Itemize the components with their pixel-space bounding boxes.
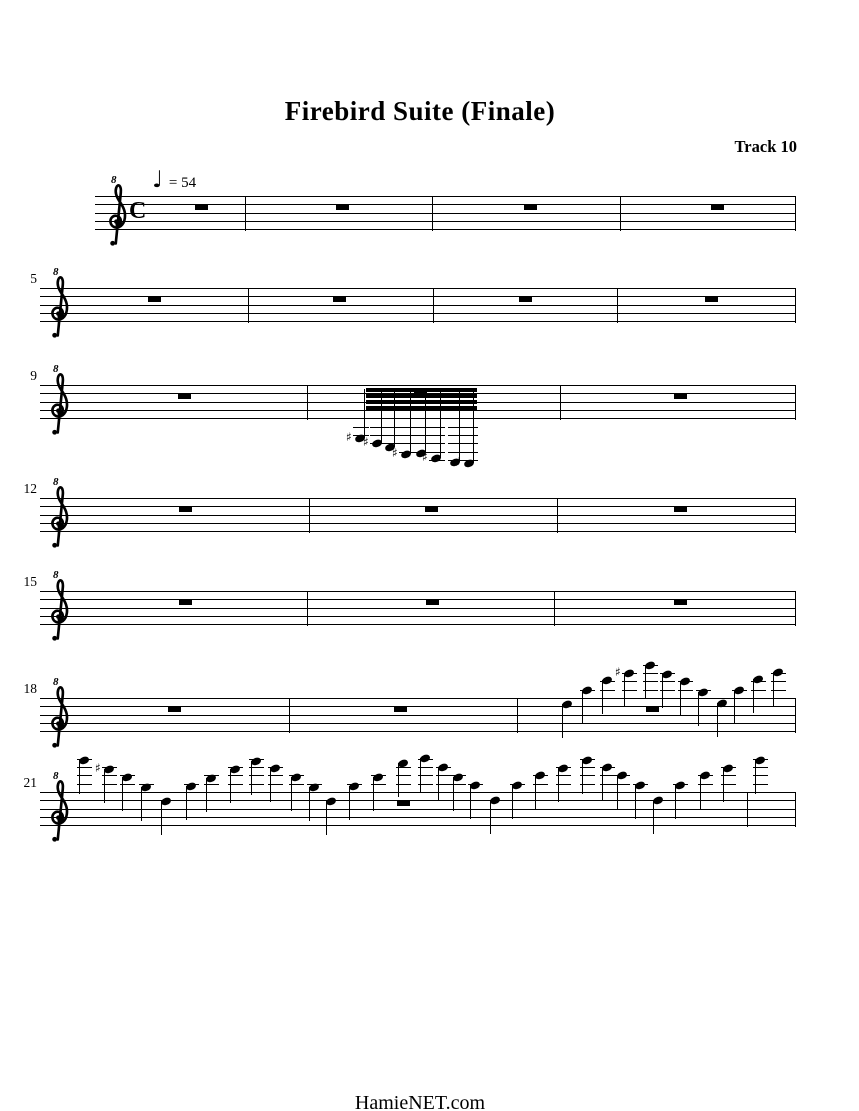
sharp-icon: ♯ xyxy=(455,455,461,469)
notehead xyxy=(185,781,196,790)
staff-line xyxy=(40,498,796,499)
notehead xyxy=(160,796,171,805)
barline xyxy=(433,288,434,323)
whole-rest xyxy=(674,394,687,400)
note-stem xyxy=(470,785,472,819)
barline xyxy=(795,591,796,626)
notehead xyxy=(601,762,612,771)
note-stem xyxy=(624,673,626,707)
barline xyxy=(795,792,796,827)
ledger-line xyxy=(414,443,430,444)
staff-line xyxy=(40,731,796,732)
whole-rest xyxy=(524,205,537,211)
whole-rest xyxy=(195,205,208,211)
notehead xyxy=(348,781,359,790)
barline xyxy=(554,591,555,626)
note-stem xyxy=(309,787,311,821)
notehead xyxy=(78,755,89,764)
barline xyxy=(517,698,518,733)
whole-rest xyxy=(179,507,192,513)
staff-line xyxy=(40,591,796,592)
whole-rest xyxy=(674,600,687,606)
whole-rest xyxy=(168,707,181,713)
notehead xyxy=(697,687,708,696)
notehead xyxy=(437,762,448,771)
ledger-line xyxy=(383,427,399,428)
ledger-line xyxy=(462,452,478,453)
staff-line xyxy=(95,196,796,197)
note-stem xyxy=(680,681,682,715)
octave-8-mark: 8 xyxy=(53,569,59,581)
sharp-icon: ♯ xyxy=(346,430,352,444)
note-stem xyxy=(364,389,366,438)
barline xyxy=(289,698,290,733)
ledger-line xyxy=(429,435,445,436)
notehead xyxy=(674,780,685,789)
staff-line xyxy=(95,221,796,222)
notehead xyxy=(511,780,522,789)
staff-line xyxy=(40,825,796,826)
barline xyxy=(309,498,310,533)
notehead xyxy=(430,453,441,462)
note-stem xyxy=(734,690,736,724)
staff-line xyxy=(40,305,796,306)
note-stem xyxy=(602,767,604,801)
notehead xyxy=(652,795,663,804)
note-stem xyxy=(653,800,655,834)
notehead xyxy=(250,756,261,765)
staff-line xyxy=(40,410,796,411)
note-stem xyxy=(582,760,584,794)
note-stem xyxy=(535,775,537,809)
staff-line xyxy=(40,698,796,699)
staff-line xyxy=(40,523,796,524)
whole-rest xyxy=(705,297,718,303)
barline xyxy=(307,591,308,626)
note-stem xyxy=(161,801,163,835)
whole-rest xyxy=(711,205,724,211)
barline xyxy=(560,385,561,420)
ledger-line xyxy=(383,435,399,436)
measure-number: 21 xyxy=(23,775,37,790)
note-stem xyxy=(773,672,775,706)
whole-rest xyxy=(394,707,407,713)
barline xyxy=(248,288,249,323)
note-stem xyxy=(723,768,725,802)
staff-line xyxy=(40,624,796,625)
barline xyxy=(617,288,618,323)
staff-line xyxy=(40,608,796,609)
staff-line xyxy=(40,809,796,810)
treble-clef-icon xyxy=(46,778,70,845)
notehead xyxy=(325,796,336,805)
treble-clef-icon xyxy=(46,684,70,751)
notehead xyxy=(634,780,645,789)
staff-line xyxy=(40,706,796,707)
notehead xyxy=(754,755,765,764)
notehead xyxy=(679,676,690,685)
note-stem xyxy=(230,769,232,803)
notehead xyxy=(644,660,655,669)
notehead xyxy=(699,770,710,779)
ledger-line xyxy=(399,435,415,436)
staff-line xyxy=(40,288,796,289)
notehead xyxy=(469,780,480,789)
staff-line xyxy=(95,229,796,230)
staff-line xyxy=(40,616,796,617)
whole-rest xyxy=(674,507,687,513)
notehead xyxy=(581,755,592,764)
treble-clef-icon xyxy=(46,577,70,644)
staff-line xyxy=(40,792,796,793)
staff-line xyxy=(40,715,796,716)
half-rest xyxy=(646,707,659,713)
barline xyxy=(795,698,796,733)
notehead xyxy=(452,772,463,781)
ledger-line xyxy=(353,427,369,428)
whole-rest xyxy=(179,600,192,606)
note-stem xyxy=(438,767,440,801)
notehead xyxy=(557,763,568,772)
sharp-icon: ♯ xyxy=(615,665,621,679)
staff-line xyxy=(40,817,796,818)
whole-rest xyxy=(333,297,346,303)
barline xyxy=(795,385,796,420)
notehead xyxy=(489,795,500,804)
ledger-line xyxy=(429,452,445,453)
treble-clef-icon xyxy=(46,371,70,438)
half-rest xyxy=(397,801,410,807)
quarter-note-icon: ♩ xyxy=(152,167,163,193)
staff-line xyxy=(40,321,796,322)
sharp-icon: ♯ xyxy=(363,435,369,449)
note-stem xyxy=(645,665,647,699)
octave-8-mark: 8 xyxy=(53,770,59,782)
notehead xyxy=(623,668,634,677)
note-stem xyxy=(326,801,328,835)
notehead xyxy=(616,770,627,779)
ledger-line xyxy=(414,427,430,428)
note-stem xyxy=(206,778,208,812)
ledger-line xyxy=(399,427,415,428)
note-stem xyxy=(79,760,81,794)
tempo-value: = 54 xyxy=(168,175,197,191)
page-title: Firebird Suite (Finale) xyxy=(284,96,556,126)
note-stem xyxy=(582,690,584,724)
note-stem xyxy=(398,763,400,797)
treble-clef-icon xyxy=(46,274,70,341)
measure-number: 12 xyxy=(23,481,37,496)
note-stem xyxy=(717,703,719,737)
staff-line xyxy=(40,385,796,386)
note-stem xyxy=(420,758,422,792)
notehead xyxy=(121,772,132,781)
note-stem xyxy=(141,787,143,821)
note-stem xyxy=(373,777,375,811)
staff-line xyxy=(40,800,796,801)
note-stem xyxy=(251,761,253,795)
barline xyxy=(795,288,796,323)
note-stem xyxy=(753,679,755,713)
ledger-line xyxy=(429,443,445,444)
treble-clef-icon xyxy=(46,484,70,551)
sharp-icon: ♯ xyxy=(95,761,101,775)
track-label: Track 10 xyxy=(734,137,797,156)
notehead xyxy=(290,772,301,781)
note-stem xyxy=(700,775,702,809)
whole-rest xyxy=(336,205,349,211)
note-stem xyxy=(662,674,664,708)
note-stem xyxy=(349,786,351,820)
ledger-line xyxy=(462,443,478,444)
notehead xyxy=(661,669,672,678)
notehead xyxy=(534,770,545,779)
whole-rest xyxy=(425,507,438,513)
barline xyxy=(557,498,558,533)
notehead xyxy=(229,764,240,773)
barline xyxy=(307,385,308,420)
note-stem xyxy=(394,389,396,447)
octave-8-mark: 8 xyxy=(53,676,59,688)
whole-rest xyxy=(178,394,191,400)
octave-8-mark: 8 xyxy=(53,363,59,375)
staff-line xyxy=(40,515,796,516)
notehead xyxy=(419,753,430,762)
measure-number: 5 xyxy=(30,271,37,286)
notehead xyxy=(601,675,612,684)
octave-8-mark: 8 xyxy=(53,266,59,278)
ledger-line xyxy=(462,435,478,436)
note-stem xyxy=(635,785,637,819)
note-stem xyxy=(453,777,455,811)
ledger-line xyxy=(399,443,415,444)
notehead xyxy=(269,763,280,772)
notehead xyxy=(371,438,382,447)
notehead xyxy=(581,685,592,694)
barline xyxy=(245,196,246,231)
staff-line xyxy=(40,418,796,419)
treble-clef-icon xyxy=(104,182,128,249)
sharp-icon: ♯ xyxy=(392,446,398,460)
ledger-line xyxy=(462,427,478,428)
notehead xyxy=(372,772,383,781)
staff-line xyxy=(40,313,796,314)
note-stem xyxy=(104,769,106,803)
note-stem xyxy=(617,775,619,809)
ledger-line xyxy=(429,427,445,428)
note-stem xyxy=(755,760,757,794)
barline xyxy=(620,196,621,231)
measure-number: 15 xyxy=(23,574,37,589)
note-stem xyxy=(122,777,124,811)
octave-8-mark: 8 xyxy=(53,476,59,488)
whole-rest xyxy=(426,600,439,606)
barline xyxy=(747,792,748,827)
barline xyxy=(795,498,796,533)
footer-link[interactable]: HamieNET.com xyxy=(354,1092,486,1111)
staff-line xyxy=(40,723,796,724)
notehead xyxy=(733,685,744,694)
measure-number: 9 xyxy=(30,368,37,383)
staff-line xyxy=(95,213,796,214)
note-stem xyxy=(602,680,604,714)
note-stem xyxy=(675,785,677,819)
whole-rest xyxy=(148,297,161,303)
note-stem xyxy=(490,800,492,834)
octave-8-mark: 8 xyxy=(111,174,117,186)
note-stem xyxy=(558,768,560,802)
measure-number: 18 xyxy=(23,681,37,696)
staff-line xyxy=(40,531,796,532)
note-stem xyxy=(186,786,188,820)
notehead xyxy=(722,763,733,772)
note-stem xyxy=(270,768,272,802)
note-stem xyxy=(291,777,293,811)
sharp-icon: ♯ xyxy=(422,450,428,464)
whole-rest xyxy=(519,297,532,303)
note-stem xyxy=(562,704,564,738)
barline xyxy=(795,196,796,231)
notehead xyxy=(103,764,114,773)
barline xyxy=(432,196,433,231)
time-signature: C xyxy=(129,198,147,224)
notehead xyxy=(772,667,783,676)
note-stem xyxy=(512,785,514,819)
ledger-line xyxy=(414,435,430,436)
note-stem xyxy=(440,389,442,458)
note-stem xyxy=(698,692,700,726)
